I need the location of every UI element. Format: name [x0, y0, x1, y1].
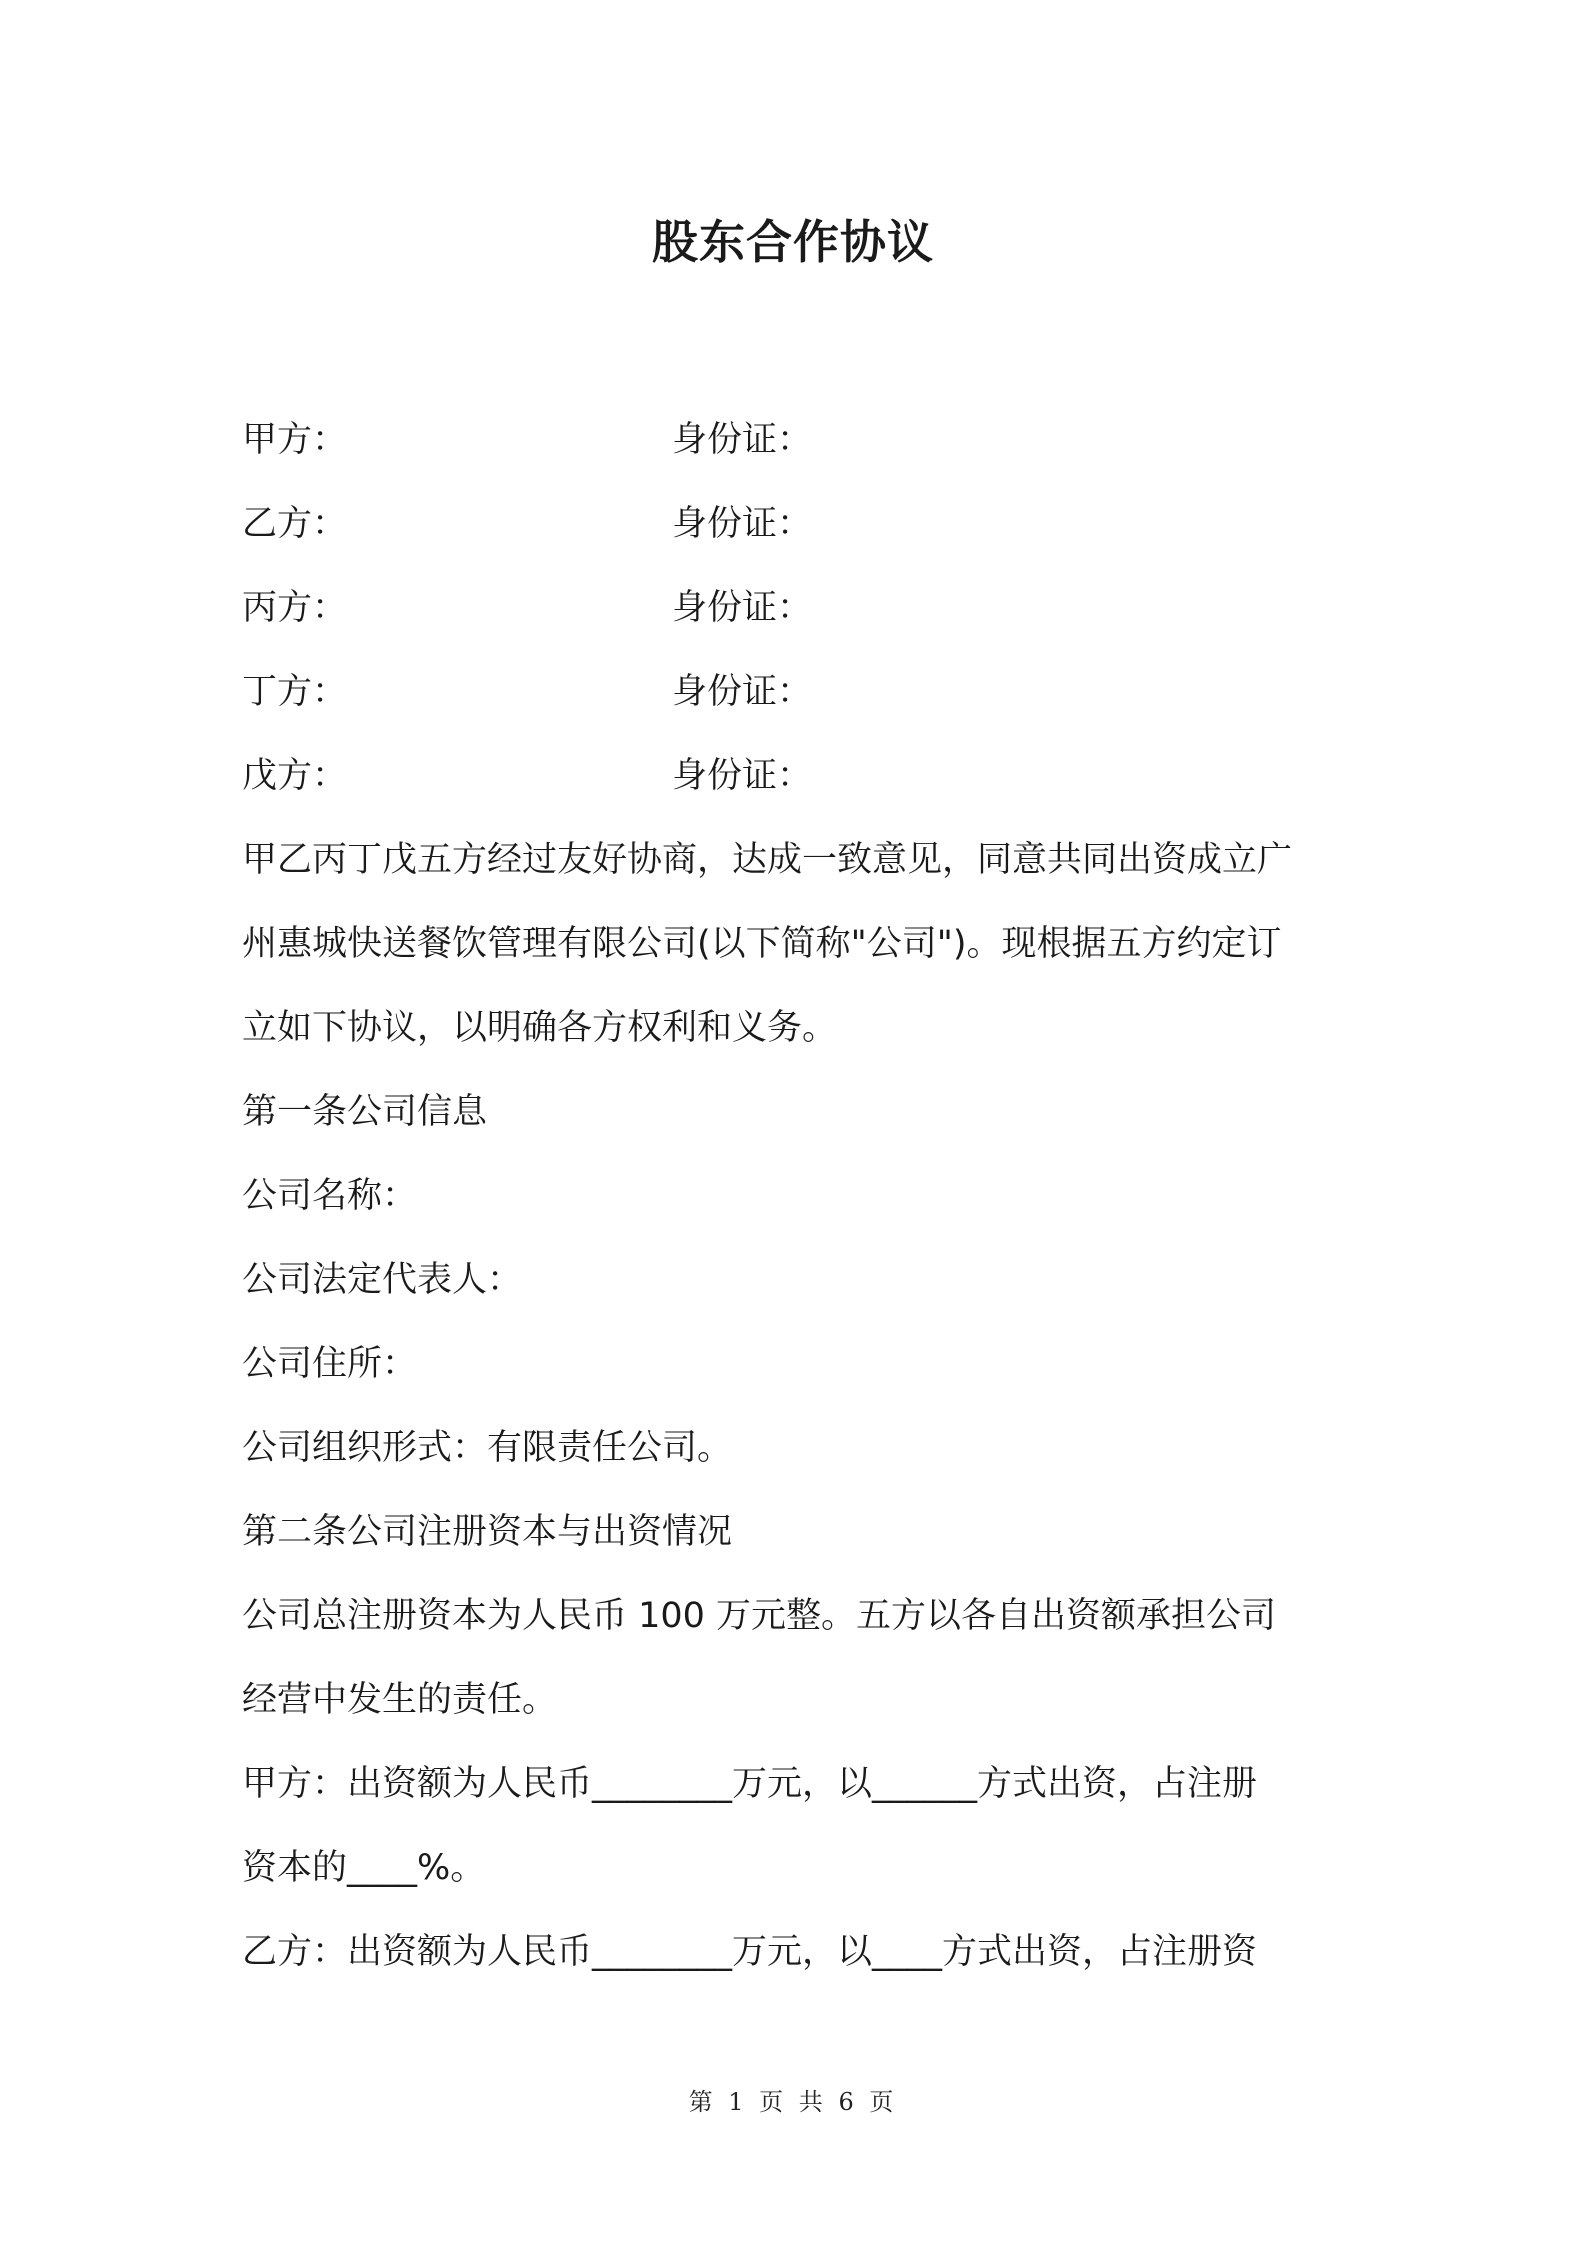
document-title: 股东合作协议 — [652, 215, 934, 269]
agreement-body — [242, 818, 1352, 1994]
page-footer: 第 1 页 共 6 页 — [688, 2088, 898, 2116]
company-name-line: 公司名称： — [242, 1176, 418, 1216]
party-label: 丁方： — [242, 672, 348, 712]
party-a-contribution-line-1: 甲方：出资额为人民币________万元，以______方式出资，占注册 — [242, 1764, 1258, 1804]
party-b-contribution-line-1: 乙方：出资额为人民币________万元，以____方式出资，占注册资 — [242, 1932, 1258, 1972]
company-form-line: 公司组织形式：有限责任公司。 — [242, 1428, 733, 1468]
party-row-bing — [242, 566, 1352, 650]
section-heading-1: 第一条公司信息 — [242, 1092, 488, 1132]
intro-line-2: 州惠城快送餐饮管理有限公司(以下简称"公司")。现根据五方约定订 — [242, 924, 1282, 964]
legal-rep-line: 公司法定代表人： — [242, 1260, 523, 1300]
party-row-jia — [242, 398, 1352, 482]
party-row-ding — [242, 650, 1352, 734]
id-label: 身份证： — [672, 672, 813, 712]
intro-line-3: 立如下协议，以明确各方权利和义务。 — [242, 1008, 838, 1048]
parties-block — [242, 398, 1352, 1994]
id-label: 身份证： — [672, 504, 813, 544]
capital-line-2: 经营中发生的责任。 — [242, 1680, 558, 1720]
party-label: 丙方： — [242, 588, 348, 628]
capital-line-1: 公司总注册资本为人民币 100 万元整。五方以各自出资额承担公司 — [242, 1596, 1277, 1636]
company-address-line: 公司住所： — [242, 1344, 418, 1384]
id-label: 身份证： — [672, 420, 813, 460]
party-row-yi — [242, 482, 1352, 566]
party-row-wu — [242, 734, 1352, 818]
party-label: 甲方： — [242, 420, 348, 460]
id-label: 身份证： — [672, 588, 813, 628]
party-a-contribution-line-2: 资本的____%。 — [242, 1848, 486, 1888]
party-label: 戊方： — [242, 756, 348, 796]
section-heading-2: 第二条公司注册资本与出资情况 — [242, 1512, 733, 1552]
intro-line-1: 甲乙丙丁戊五方经过友好协商，达成一致意见，同意共同出资成立广 — [242, 840, 1293, 880]
party-label: 乙方： — [242, 504, 348, 544]
id-label: 身份证： — [672, 756, 813, 796]
